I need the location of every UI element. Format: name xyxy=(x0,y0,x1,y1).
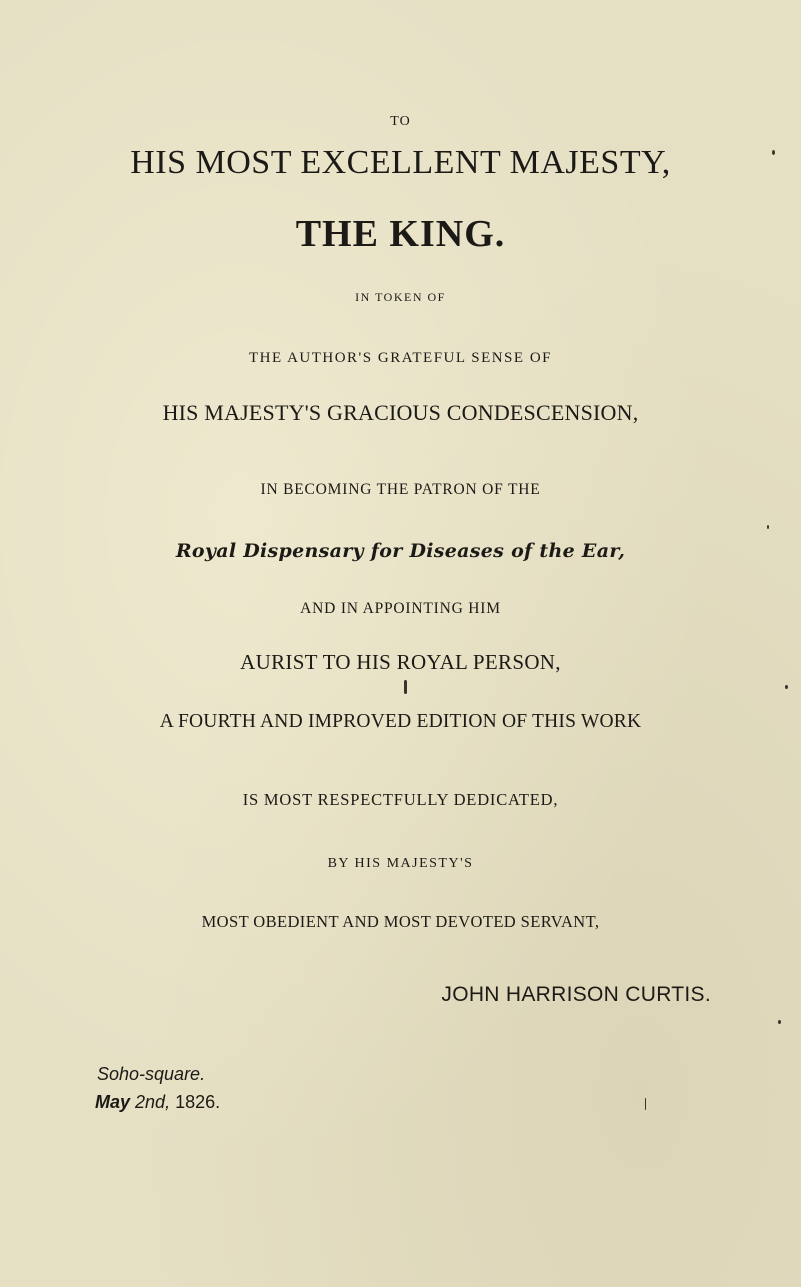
servant-line: MOST OBEDIENT AND MOST DEVOTED SERVANT, xyxy=(201,912,600,931)
ink-speck xyxy=(785,685,788,689)
ink-speck xyxy=(772,150,775,155)
token-line: IN TOKEN OF xyxy=(355,290,446,304)
dateline-day: 2nd, xyxy=(135,1092,171,1112)
dateline-place: Soho-square. xyxy=(97,1064,206,1084)
ink-speck xyxy=(767,525,769,529)
ink-speck xyxy=(404,680,407,694)
appointing-line: AND IN APPOINTING HIM xyxy=(300,600,501,617)
by-line: BY HIS MAJESTY'S xyxy=(327,856,474,871)
ink-speck xyxy=(645,1098,646,1110)
condescension-line: HIS MAJESTY'S GRACIOUS CONDESCENSION, xyxy=(162,400,639,425)
dateline-month: May xyxy=(95,1092,131,1112)
aurist-line: AURIST TO HIS ROYAL PERSON, xyxy=(240,650,561,674)
signer-name: JOHN HARRISON CURTIS. xyxy=(441,983,711,1006)
ink-speck xyxy=(778,1020,781,1024)
dedication-to: TO xyxy=(390,114,411,129)
author-sense-line: THE AUTHOR'S GRATEFUL SENSE OF xyxy=(248,350,552,366)
edition-line: A FOURTH AND IMPROVED EDITION OF THIS WORK xyxy=(159,711,642,732)
addressee-heading: HIS MOST EXCELLENT MAJESTY, xyxy=(130,144,671,181)
king-heading: THE KING. xyxy=(295,213,506,255)
institution-line: Royal Dispensary for Diseases of the Ear, xyxy=(175,540,626,562)
dateline-date xyxy=(95,1092,220,1113)
becoming-line: IN BECOMING THE PATRON OF THE xyxy=(260,481,541,498)
dateline-year: 1826. xyxy=(175,1092,221,1112)
dedicated-line: IS MOST RESPECTFULLY DEDICATED, xyxy=(242,790,559,809)
